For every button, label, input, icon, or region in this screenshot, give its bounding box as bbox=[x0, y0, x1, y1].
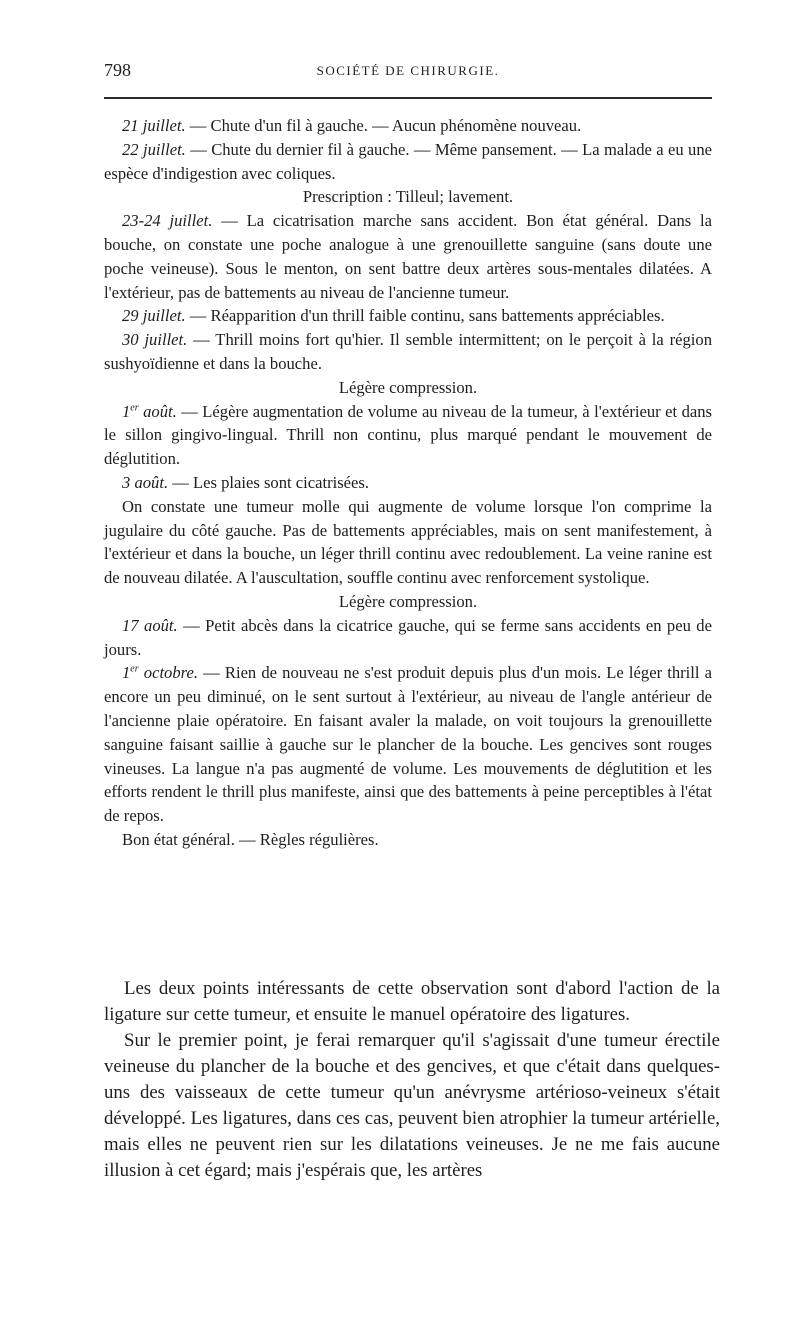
page-number: 798 bbox=[104, 60, 131, 80]
running-title: SOCIÉTÉ DE CHIRURGIE. bbox=[316, 63, 500, 78]
note-paragraph bbox=[104, 661, 712, 828]
prescription-line: Légère compression. bbox=[338, 591, 478, 611]
note-text: — Les plaies sont cicatrisées. bbox=[168, 472, 370, 492]
note-date-sup: er bbox=[130, 663, 139, 675]
note-paragraph bbox=[104, 328, 712, 376]
note-date: 21 juillet. bbox=[122, 116, 186, 135]
note-paragraph: Bon état général. — Règles régulières. bbox=[122, 829, 379, 849]
note-text: — Rien de nouveau ne s'est produit depuis plus d'un mois. Le léger thrill a encore un peu diminué, on le sent surtout à l'extérieur, au niveau de l'angle antérieur de l'ancienne plaie opératoire. En faisant avaler la malade, on voit toujours la grenouillette sanguine faisant saillie à gauche sur le plancher de la bouche. Les gencives sont rouges vineuses. La langue n'a pas augmenté de volume. Les mouvements de déglutition et les efforts rendent le thrill plus manifeste, ainsi que des battements à peine perceptibles à l'état de repos. bbox=[104, 663, 713, 826]
note-date-rest: octobre. bbox=[138, 663, 199, 683]
note-text: — Chute d'un fil à gauche. — Aucun phénomène nouveau. bbox=[185, 116, 582, 135]
note-text: — Légère augmentation de volume au niveau de la tumeur, à l'extérieur et dans le sillon gingivo-lingual. Thrill non continu, plus marqué pendant le mouvement de déglutition. bbox=[104, 401, 712, 469]
note-date: 3 août. bbox=[122, 472, 169, 492]
prescription-line: Légère compression. bbox=[338, 377, 478, 397]
note-text: — Chute du dernier fil à gauche. — Même pansement. — La malade a eu une espèce d'indigestion avec coliques. bbox=[104, 139, 712, 183]
note-date: 22 juillet. bbox=[122, 139, 186, 159]
note-paragraph bbox=[104, 114, 712, 138]
note-date-rest: août. bbox=[138, 401, 177, 421]
note-paragraph bbox=[104, 138, 712, 186]
note-paragraph bbox=[104, 471, 712, 495]
note-text: — Thrill moins fort qu'hier. Il semble intermittent; on le perçoit à la région sushyoïdienne et dans la bouche. bbox=[104, 330, 712, 373]
note-date-num: 1 bbox=[122, 401, 131, 421]
page-header bbox=[104, 60, 712, 86]
commentary bbox=[104, 976, 720, 1184]
note-date: 29 juillet. bbox=[122, 306, 186, 326]
note-paragraph bbox=[104, 304, 712, 328]
commentary-paragraph: Les deux points intéressants de cette observation sont d'abord l'action de la ligature sur cette tumeur, et ensuite le manuel opératoire des ligatures. bbox=[104, 978, 720, 1025]
note-paragraph bbox=[104, 400, 712, 471]
note-text: — La cicatrisation marche sans accident. Bon état général. Dans la bouche, on constate une poche analogue à une grenouillette sanguine (sans doute une poche veineuse). Sous le menton, on sent battre deux artères sous-mentales dilatées. A l'extérieur, pas de battements au niveau de l'ancienne tumeur. bbox=[104, 211, 712, 302]
observation-notes bbox=[104, 114, 712, 852]
note-text: — Réapparition d'un thrill faible continu, sans battements appréciables. bbox=[185, 306, 665, 326]
note-date bbox=[122, 402, 177, 421]
prescription-line: Prescription : Tilleul; lavement. bbox=[302, 187, 514, 207]
note-text: — Petit abcès dans la cicatrice gauche, qui se ferme sans accidents en peu de jours. bbox=[104, 615, 712, 659]
commentary-paragraph: Sur le premier point, je ferai remarquer qu'il s'agissait d'une tumeur érectile veineuse du plancher de la bouche et des gencives, et que c'était dans quelques-uns des vaisseaux de cette tumeur qu'un anévrysme artérioso-veineux s'était développé. Les ligatures, dans ces cas, peuvent bien atrophier la tumeur artérielle, mais elles ne peuvent rien sur les dilatations veineuses. Je ne me fais aucune illusion à cet égard; mais j'espérais que, les artères bbox=[104, 1030, 720, 1181]
note-date bbox=[122, 663, 198, 682]
note-date: 23-24 juillet. bbox=[122, 211, 213, 231]
note-paragraph bbox=[104, 209, 712, 304]
note-date-sup: er bbox=[130, 402, 139, 414]
note-date-num: 1 bbox=[122, 663, 131, 683]
note-paragraph: On constate une tumeur molle qui augmente de volume lorsque l'on comprime la jugulaire du côté gauche. Pas de battements appréciables, mais on sent manifestement, à l'extérieur et dans la bouche, un léger thrill continu avec redoublement. La veine ranine est de nouveau dilatée. A l'auscultation, souffle continu avec renforcement systolique. bbox=[104, 496, 712, 588]
note-paragraph bbox=[104, 614, 712, 662]
note-date: 17 août. bbox=[122, 615, 178, 635]
note-date: 30 juillet. bbox=[122, 330, 188, 350]
header-rule bbox=[104, 97, 712, 99]
